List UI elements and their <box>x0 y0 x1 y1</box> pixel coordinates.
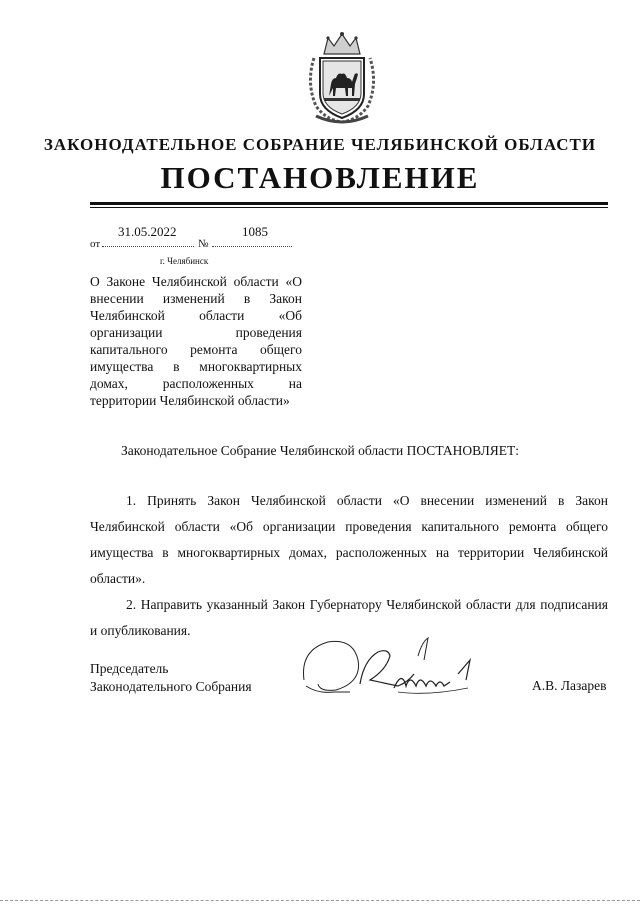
document-date: 31.05.2022 <box>118 224 177 239</box>
document-city: г. Челябинск <box>160 256 209 266</box>
organization-title: ЗАКОНОДАТЕЛЬНОЕ СОБРАНИЕ ЧЕЛЯБИНСКОЙ ОБЛАСТИ <box>43 135 597 154</box>
header-divider-thick <box>90 202 608 205</box>
number-underline <box>212 246 292 247</box>
number-label: № <box>198 238 209 250</box>
date-from-label: от <box>90 238 101 250</box>
page-bottom-edge <box>0 900 640 901</box>
document-subject: О Законе Челябинской области «О внесении изменений в Закон Челябинской области «Об организации проведения капитального ремонта общего имущества в многоквартирных домах, расположенных на территории Челябинской области» <box>90 274 302 408</box>
clause-2: 2. Направить указанный Закон Губернатору Челябинской области для подписания и опубликования. <box>90 597 608 638</box>
signer-position <box>90 660 252 696</box>
document-number: 1085 <box>242 224 268 239</box>
coat-of-arms-icon <box>302 28 382 126</box>
signer-position-line-2: Законодательного Собрания <box>90 679 252 694</box>
signer-name: А.В. Лазарев <box>532 678 607 693</box>
date-underline <box>102 246 194 247</box>
signer-position-line-1: Председатель <box>90 661 169 676</box>
document-meta-line <box>90 224 310 252</box>
handwritten-signature-icon <box>298 630 488 710</box>
preamble: Законодательное Собрание Челябинской области ПОСТАНОВЛЯЕТ: <box>120 443 520 458</box>
resolution-body <box>90 488 608 644</box>
header-divider-thin <box>90 207 608 208</box>
document-type-title: ПОСТАНОВЛЕНИЕ <box>160 160 480 195</box>
clause-1: 1. Принять Закон Челябинской области «О внесении изменений в Закон Челябинской области «Об организации проведения капитального ремонта общего имущества в многоквартирных домах, расположенных на территории Челябинской области». <box>90 493 608 586</box>
